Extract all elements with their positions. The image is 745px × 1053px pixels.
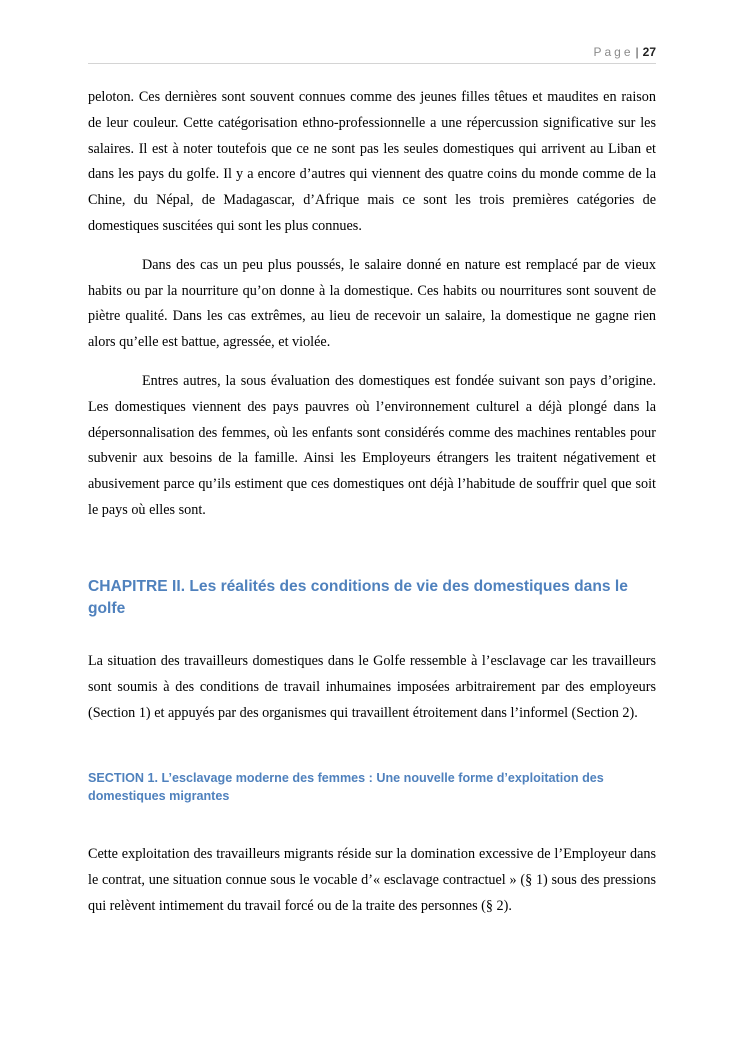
header-separator: | (635, 45, 639, 59)
page-number: 27 (642, 45, 656, 59)
paragraph-2: Dans des cas un peu plus poussés, le salaire donné en nature est remplacé par de vieux habits ou par la nourriture qu’on donne à la domestique. Ces habits ou nourritures sont souvent de piètre qualité. Dans les cas extrêmes, au lieu de recevoir un salaire, la domestique ne gagne rien alors qu’elle est battue, agressée, et violée. (88, 256, 656, 351)
paragraph-1: peloton. Ces dernières sont souvent connues comme des jeunes filles têtues et maudites en raison de leur couleur. Cette catégorisation ethno-professionnelle a une répercussion significative sur les salaires. Il est à noter toutefois que ce ne sont pas les seules domestiques qui arrivent au Liban et dans les pays du golfe. Il y a encore d’autres qui viennent des quatre coins du monde comme de la Chine, du Népal, de Madagascar, d’Afrique mais ce sont les trois premières catégories de domestiques suscitées qui sont les plus connues. (88, 89, 656, 234)
body-block-3 (88, 842, 656, 919)
body-block-2 (88, 649, 656, 726)
section-heading: SECTION 1. L’esclavage moderne des femmes : Une nouvelle forme d’exploitation des domestiques migrantes (88, 771, 604, 803)
paragraph-3: Entres autres, la sous évaluation des domestiques est fondée suivant son pays d’origine. Les domestiques viennent des pays pauvres où l’environnement culturel a déjà plongé dans la dépersonnalisation des femmes, où les enfants sont considérés comme des machines rentables pour subvenir aux besoins de la famille. Ainsi les Employeurs étrangers les traitent négativement et abusivement parce qu’ils estiment que ces domestiques ont déjà l’habitude de souffrir quel que soit le pays où elles sont. (88, 372, 656, 518)
paragraph-4: La situation des travailleurs domestiques dans le Golfe ressemble à l’esclavage car les travailleurs sont soumis à des conditions de travail inhumaines imposées arbitrairement par des employeurs (Section 1) et appuyés par des organismes qui travaillent étroitement dans l’informel (Section 2). (88, 653, 656, 721)
paragraph-5: Cette exploitation des travailleurs migrants réside sur la domination excessive de l’Employeur dans le contrat, une situation connue sous le vocable d’« esclavage contractuel » (§ 1) sous des pressions qui relèvent intimement du travail forcé ou de la traite des personnes (§ 2). (88, 846, 656, 914)
chapter-heading: CHAPITRE II. Les réalités des conditions de vie des domestiques dans le golfe (88, 578, 628, 617)
page-header (88, 44, 656, 64)
body-block-1 (88, 85, 656, 524)
page-label: Page (593, 45, 634, 59)
